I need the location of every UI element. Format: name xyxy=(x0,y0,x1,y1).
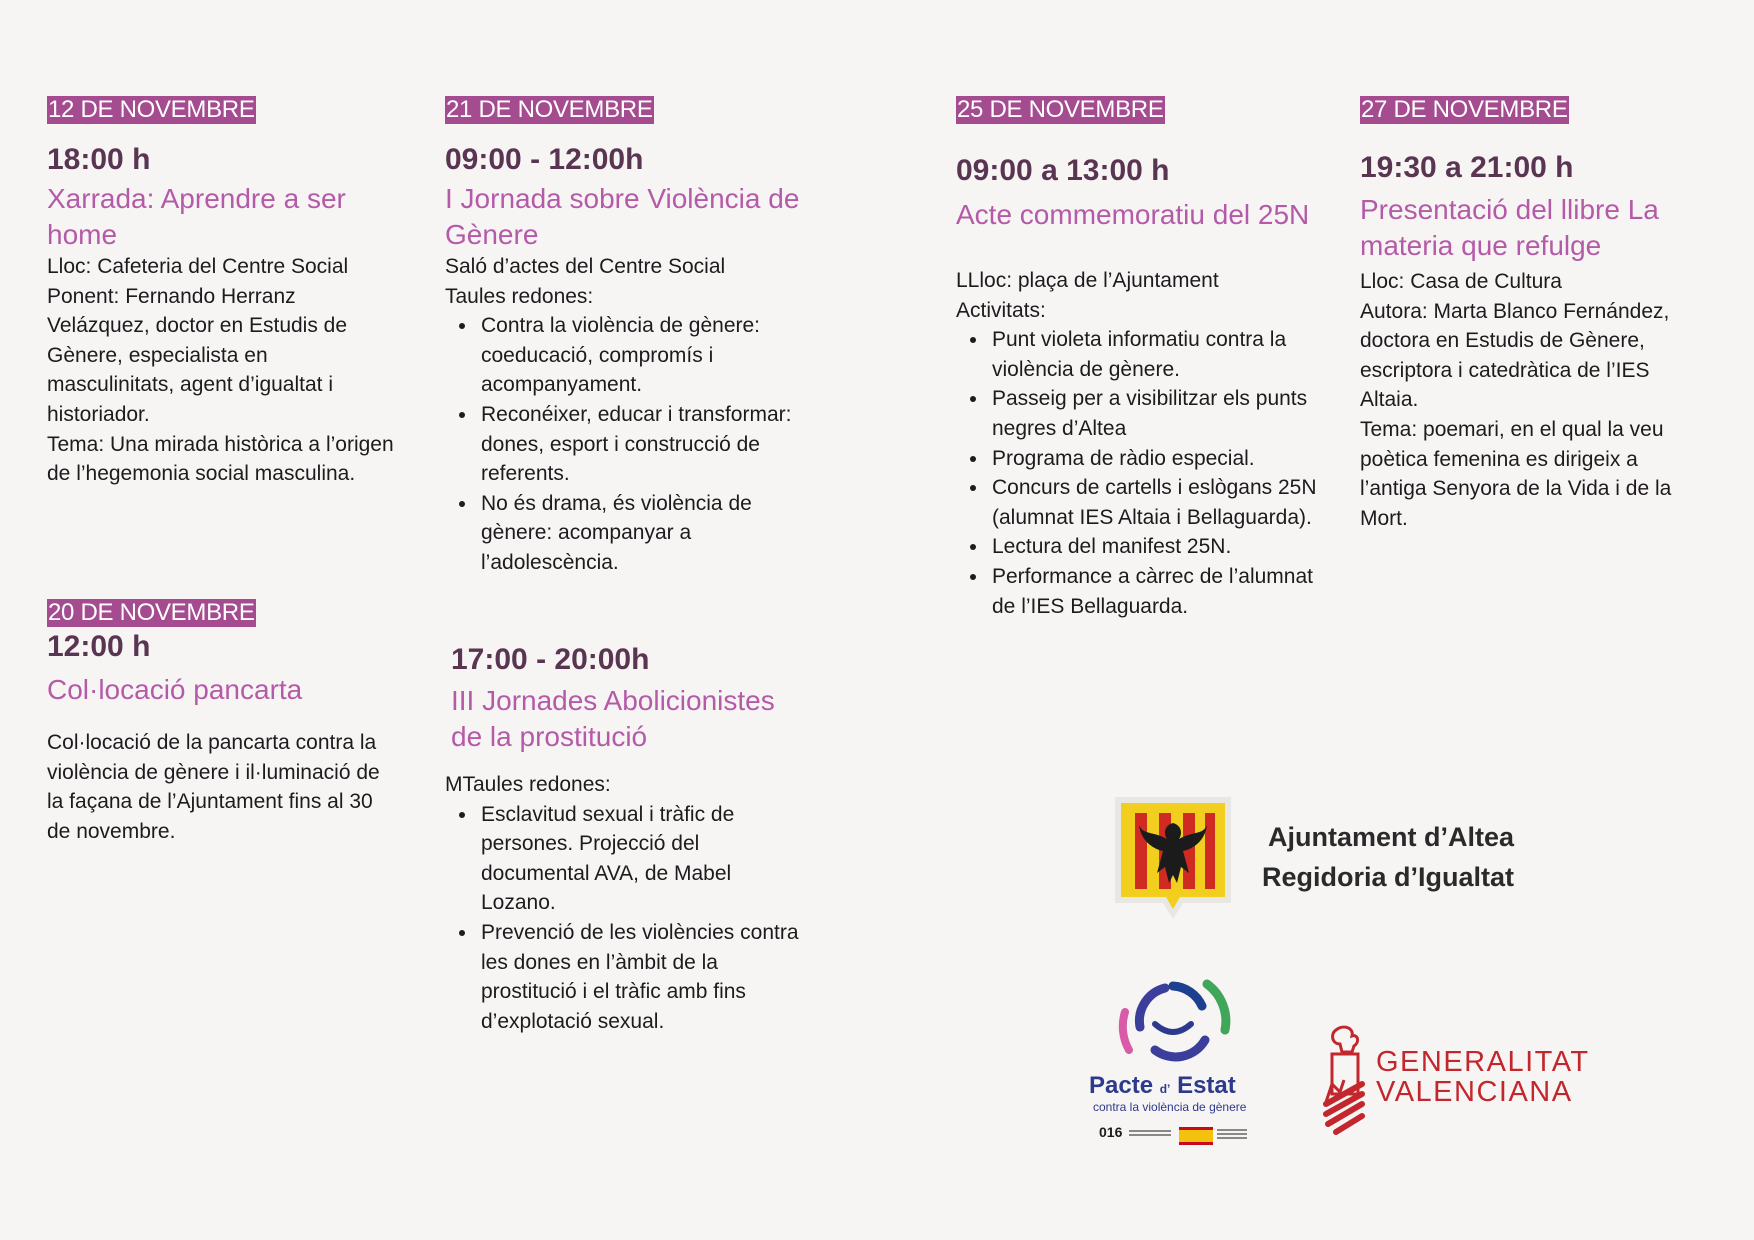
pacte-title xyxy=(1089,1072,1236,1100)
event-speaker: Ponent: Fernando Herranz Velázquez, doctor en Estudis de Gènere, especialista en masculinitats, agent d’igualtat i historiador. xyxy=(47,284,348,426)
column-3 xyxy=(956,96,1321,621)
round-tables-list xyxy=(445,800,805,1037)
generalitat-logo xyxy=(1318,1016,1590,1134)
event-subheading: Activitats: xyxy=(956,298,1046,322)
phone-016: 016 xyxy=(1099,1124,1123,1140)
helpline-text-icon xyxy=(1129,1130,1171,1132)
ministry-text-icon xyxy=(1217,1129,1247,1131)
event-title: I Jornada sobre Violència de Gènere xyxy=(445,183,800,250)
list-item: Reconéixer, educar i transformar: dones, esport i construcció de referents. xyxy=(481,400,805,489)
list-item: Passeig per a visibilitzar els punts negres d’Altea xyxy=(992,384,1321,443)
event-description: Col·locació de la pancarta contra la violència de gènere i il·luminació de la façana de l’Ajuntament fins al 30 de novembre. xyxy=(47,731,380,843)
event-venue: LLloc: plaça de l’Ajuntament xyxy=(956,269,1219,292)
ajuntament-shield-logo xyxy=(1113,795,1233,921)
event-time: 12:00 h xyxy=(47,630,151,663)
list-item: Esclavitud sexual i tràfic de persones. Projecció del documental AVA, de Mabel Lozano. xyxy=(481,800,805,918)
pacte-subtitle: contra la violència de gènere xyxy=(1093,1100,1247,1114)
event-details xyxy=(47,728,397,846)
column-2 xyxy=(445,96,805,578)
organization-name xyxy=(1262,817,1514,897)
event-time: 09:00 a 13:00 h xyxy=(956,154,1170,187)
date-badge: 20 DE NOVEMBRE xyxy=(48,599,255,626)
pacte-estat-logo xyxy=(1085,972,1255,1142)
event-topic: Tema: Una mirada històrica a l’origen de l’hegemonia social masculina. xyxy=(47,432,394,486)
event-author: Autora: Marta Blanco Fernández, doctora en Estudis de Gènere, escriptora i catedràtica de l’IES Altaia. xyxy=(1360,299,1670,412)
event-time: 09:00 - 12:00h xyxy=(445,143,644,176)
round-tables-list xyxy=(445,311,805,577)
event-venue: Lloc: Casa de Cultura xyxy=(1360,270,1562,293)
event-time: 19:30 a 21:00 h xyxy=(1360,151,1574,184)
event-title: III Jornades Abolicionistes de la prostitució xyxy=(451,685,775,752)
event-title: Acte commemoratiu del 25N xyxy=(956,199,1310,230)
event-details xyxy=(956,266,1321,621)
activities-list xyxy=(956,325,1321,621)
list-item: Prevenció de les violències contra les dones en l’àmbit de la prostitució i el tràfic amb fins d’explotació sexual. xyxy=(481,918,805,1036)
column-4 xyxy=(1360,96,1700,533)
event-details xyxy=(1360,267,1700,533)
pacte-word-1: Pacte xyxy=(1089,1072,1154,1099)
event-time: 17:00 - 20:00h xyxy=(451,643,650,676)
list-item: No és drama, és violència de gènere: acompanyar a l’adolescència. xyxy=(481,489,805,578)
event-title: Presentació del llibre La materia que refulge xyxy=(1360,194,1659,261)
event-subheading: MTaules redones: xyxy=(445,773,611,796)
date-badge: 21 DE NOVEMBRE xyxy=(446,96,653,123)
generalitat-line-2: VALENCIANA xyxy=(1376,1076,1573,1108)
regidoria-name: Regidoria d’Igualtat xyxy=(1262,862,1515,892)
event-details xyxy=(445,252,805,578)
date-badge: 25 DE NOVEMBRE xyxy=(957,96,1164,123)
column-1-event-2 xyxy=(47,599,397,846)
event-details xyxy=(47,252,397,489)
column-2-event-2 xyxy=(445,642,805,1036)
spain-ministry-icon xyxy=(1179,1127,1213,1145)
event-title: Col·locació pancarta xyxy=(47,674,303,705)
pacte-d: d’ xyxy=(1159,1082,1171,1096)
date-badge: 12 DE NOVEMBRE xyxy=(48,96,255,123)
list-item: Contra la violència de gènere: coeducació, compromís i acompanyament. xyxy=(481,311,805,400)
event-details xyxy=(445,770,805,1036)
pacte-word-2: Estat xyxy=(1177,1072,1236,1099)
list-item: Programa de ràdio especial. xyxy=(992,444,1321,474)
event-venue: Saló d’actes del Centre Social xyxy=(445,255,726,278)
event-venue: Lloc: Cafeteria del Centre Social xyxy=(47,255,349,278)
column-1 xyxy=(47,96,397,489)
list-item: Lectura del manifest 25N. xyxy=(992,532,1321,562)
date-badge: 27 DE NOVEMBRE xyxy=(1361,96,1568,123)
generalitat-line-1: GENERALITAT xyxy=(1376,1046,1590,1078)
event-time: 18:00 h xyxy=(47,143,151,176)
list-item: Punt violeta informatiu contra la violència de gènere. xyxy=(992,325,1321,384)
list-item: Performance a càrrec de l’alumnat de l’IES Bellaguarda. xyxy=(992,562,1321,621)
event-title: Xarrada: Aprendre a ser home xyxy=(47,183,346,250)
list-item: Concurs de cartells i eslògans 25N (alumnat IES Altaia i Bellaguarda). xyxy=(992,473,1321,532)
event-subheading: Taules redones: xyxy=(445,284,594,308)
event-topic: Tema: poemari, en el qual la veu poètica femenina es dirigeix a l’antiga Senyora de la Vida i de la Mort. xyxy=(1360,417,1672,530)
ajuntament-name: Ajuntament d’Altea xyxy=(1268,822,1515,852)
generalitat-bat-crest-icon xyxy=(1322,1024,1372,1138)
